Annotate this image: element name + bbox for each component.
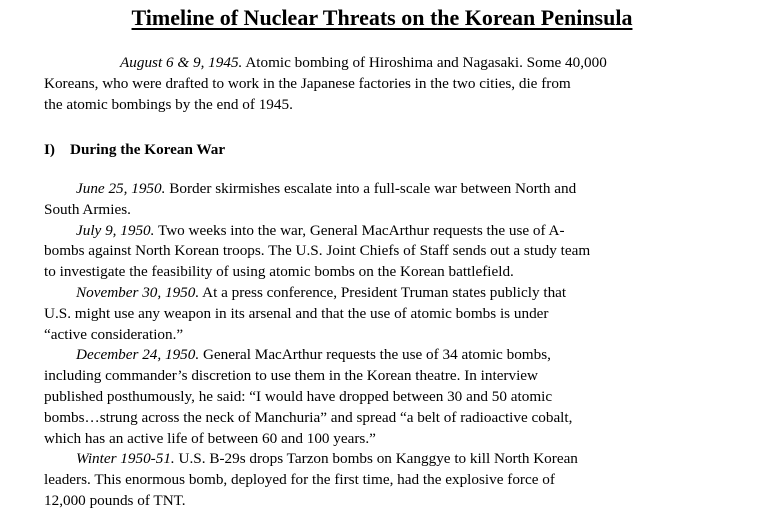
intro-line-2: Koreans, who were drafted to work in the Japanese factories in the two cities, die from [44, 74, 571, 92]
entry-text: At a press conference, President Truman states publicly that [199, 283, 567, 301]
entry-line: leaders. This enormous bomb, deployed for the first time, had the explosive force of [44, 471, 555, 489]
entry-first-line [44, 221, 724, 242]
entry-line: South Armies. [44, 200, 131, 218]
entry-text: General MacArthur requests the use of 34 atomic bombs, [199, 346, 551, 364]
entry-date: June 25, 1950. [76, 180, 166, 197]
entry-text: Two weeks into the war, General MacArthur requests the use of A- [154, 221, 565, 239]
intro-date: August 6 & 9, 1945. [120, 54, 243, 71]
intro-text-1: Atomic bombing of Hiroshima and Nagasaki. Some 40,000 [242, 54, 607, 71]
entry-line: including commander’s discretion to use them in the Korean theatre. In interview [44, 367, 539, 385]
timeline-entry [44, 283, 724, 345]
entry-line: 12,000 pounds of TNT. [44, 491, 186, 509]
entry-line: bombs…strung across the neck of Manchuria” and spread “a belt of radioactive cobalt, [44, 408, 573, 426]
intro-line-3: the atomic bombings by the end of 1945. [44, 95, 293, 113]
entry-date: November 30, 1950. [76, 283, 200, 301]
entry-first-line [44, 449, 724, 470]
entry-first-line [44, 179, 724, 200]
timeline-entry [44, 221, 724, 283]
timeline-entry [44, 179, 724, 221]
timeline-entries [44, 179, 724, 512]
entry-first-line [44, 283, 724, 304]
entry-line: bombs against North Korean troops. The U.S. Joint Chiefs of Staff sends out a study team [44, 242, 591, 260]
entry-line: which has an active life of between 60 and 100 years.” [44, 429, 376, 447]
timeline-entry [44, 345, 724, 449]
entry-line: “active consideration.” [44, 325, 184, 343]
entry-date: July 9, 1950. [76, 221, 155, 239]
entry-text: Border skirmishes escalate into a full-scale war between North and [165, 180, 577, 197]
intro-paragraph [44, 53, 724, 115]
section-title: During the Korean War [70, 141, 226, 158]
entry-line: to investigate the feasibility of using atomic bombs on the Korean battlefield. [44, 263, 514, 281]
document-title: Timeline of Nuclear Threats on the Korean Peninsula [131, 5, 633, 30]
entry-line: published posthumously, he said: “I would have dropped between 30 and 50 atomic [44, 387, 553, 405]
section-number: I) [44, 141, 55, 158]
intro-line-1 [44, 53, 724, 74]
entry-date: Winter 1950-51. [76, 450, 175, 468]
entry-date: December 24, 1950. [76, 346, 200, 364]
timeline-entry [44, 449, 724, 511]
section-heading [44, 140, 225, 160]
entry-text: U.S. B-29s drops Tarzon bombs on Kanggye to kill North Korean [174, 450, 578, 468]
entry-first-line [44, 345, 724, 366]
entry-line: U.S. might use any weapon in its arsenal and that the use of atomic bombs is under [44, 304, 549, 322]
